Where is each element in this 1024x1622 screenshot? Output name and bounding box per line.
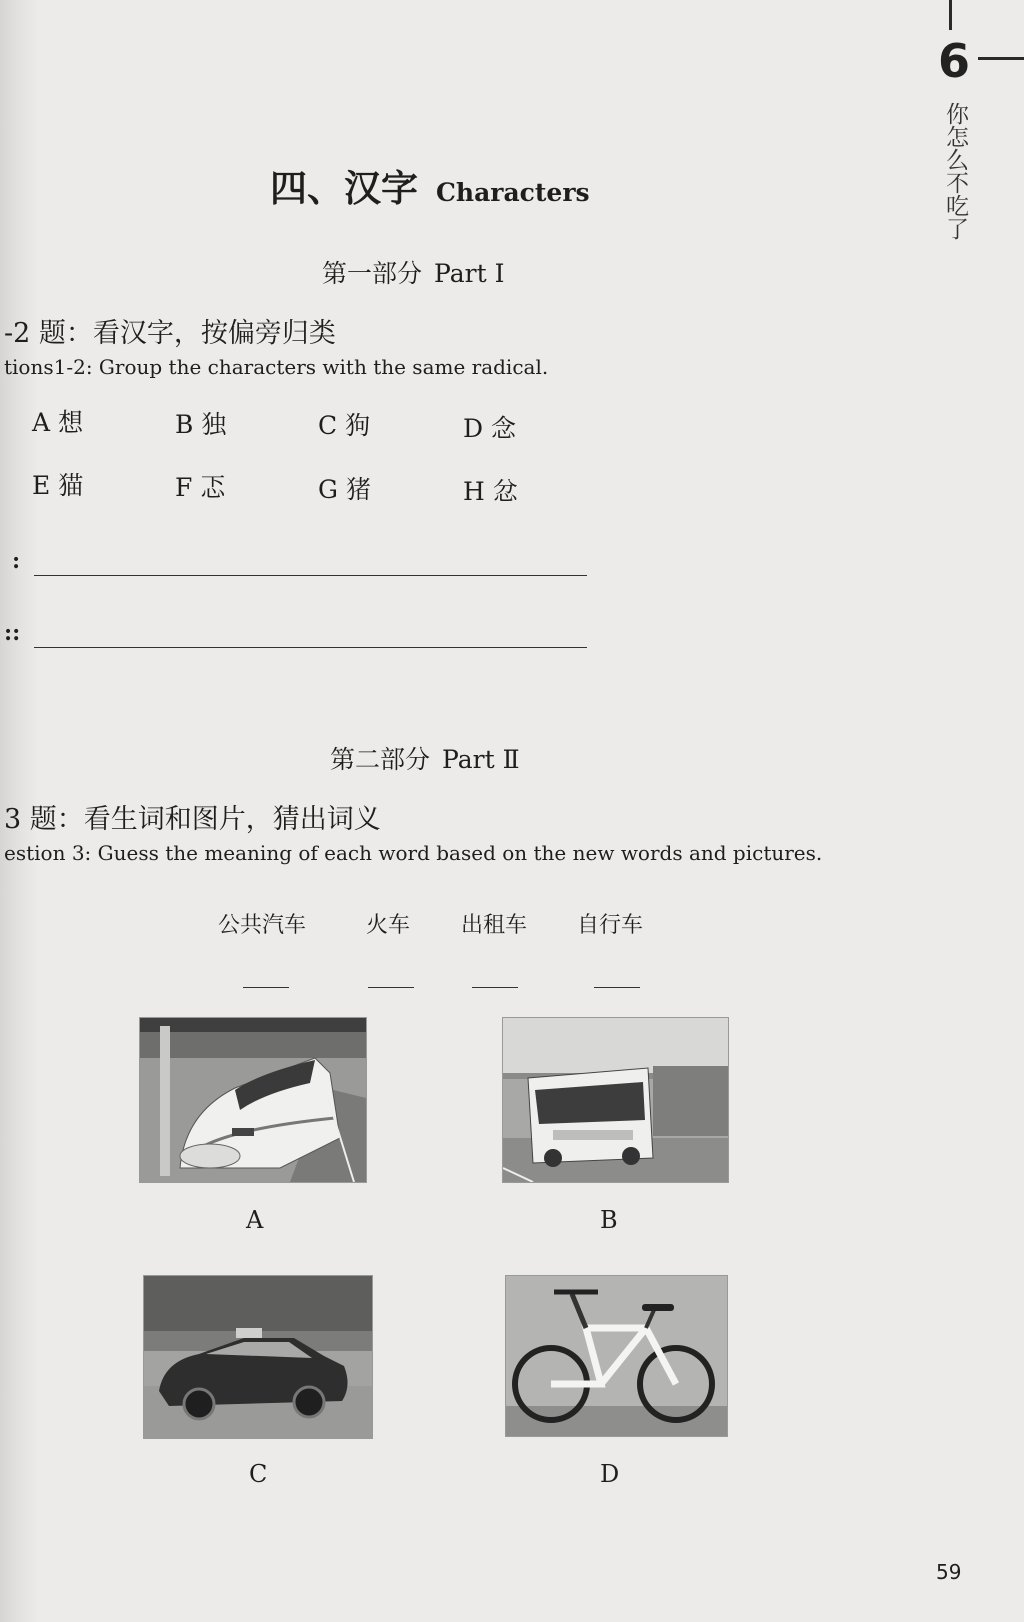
chapter-tab-rule	[949, 0, 952, 30]
answer-2-label: ::	[4, 620, 21, 646]
option-g: G 猪	[318, 475, 371, 504]
section-title-en: Characters	[436, 178, 590, 207]
photo-caption-d: D	[600, 1460, 620, 1488]
word-blank[interactable]	[368, 987, 414, 988]
section-title	[270, 158, 590, 212]
part-1-title-en: Part Ⅰ	[434, 259, 505, 288]
part-1-title	[322, 254, 504, 290]
chapter-number: 6	[937, 34, 970, 88]
option-d: D 念	[463, 414, 517, 443]
option-b: B 独	[175, 410, 227, 439]
part-2-title-en: Part Ⅱ	[442, 745, 520, 774]
option-h: H 忿	[463, 477, 518, 506]
taxi-illustration	[144, 1276, 372, 1438]
photo-taxi	[143, 1275, 373, 1439]
option-e: E 猫	[32, 471, 84, 500]
photo-caption-c: C	[249, 1460, 268, 1488]
part-2-title-zh: 第二部分	[330, 745, 431, 774]
photo-bicycle	[505, 1275, 728, 1437]
word-blank[interactable]	[594, 987, 640, 988]
part-2-title	[330, 740, 520, 776]
option-c: C 狗	[318, 411, 371, 440]
photo-caption-a: A	[246, 1206, 264, 1234]
word-bus: 公共汽车	[218, 913, 307, 938]
question-1-2-zh: -2 题：看汉字，按偏旁归类	[4, 318, 336, 349]
question-1-2-en: tions1-2: Group the characters with the same radical.	[4, 355, 549, 379]
bus-illustration	[503, 1018, 728, 1182]
chapter-tab-rule	[978, 57, 1024, 60]
answer-2-line[interactable]	[34, 647, 587, 648]
photo-train	[139, 1017, 367, 1183]
photo-caption-b: B	[600, 1206, 618, 1234]
train-illustration	[140, 1018, 366, 1182]
word-blank[interactable]	[243, 987, 289, 988]
word-train: 火车	[366, 913, 411, 938]
question-3-zh: 3 题：看生词和图片，猜出词义	[4, 804, 381, 835]
part-1-title-zh: 第一部分	[322, 259, 423, 288]
question-3-en: estion 3: Guess the meaning of each word based on the new words and pictures.	[4, 841, 823, 865]
word-blank[interactable]	[472, 987, 518, 988]
answer-1-line[interactable]	[34, 575, 587, 576]
bicycle-illustration	[506, 1276, 727, 1436]
page-number: 59	[936, 1560, 962, 1584]
option-a: A 想	[32, 408, 84, 437]
photo-bus	[502, 1017, 729, 1183]
chapter-title: 你怎么不吃了	[942, 102, 968, 240]
word-taxi: 出租车	[461, 913, 528, 938]
section-title-zh: 四、汉字	[270, 166, 418, 210]
option-f: F 忑	[175, 473, 226, 502]
word-bicycle: 自行车	[577, 913, 644, 938]
answer-1-label: :	[12, 548, 21, 574]
